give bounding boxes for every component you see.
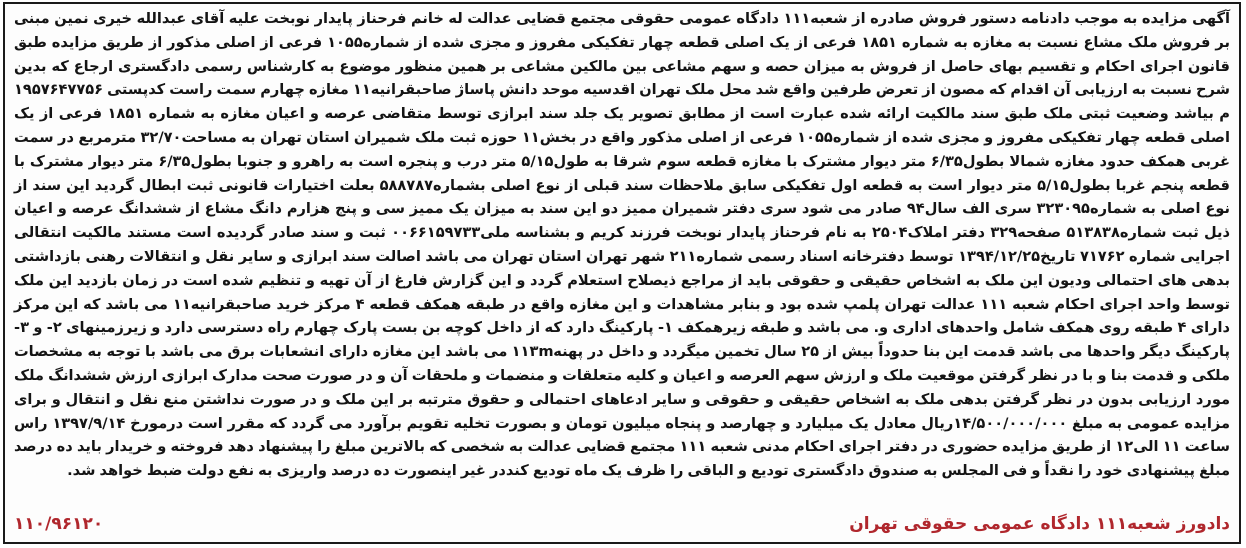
auction-notice — [3, 2, 1241, 544]
issuer-signature: دادورز شعبه۱۱۱ دادگاه عمومی حقوقی تهران — [849, 514, 1230, 534]
notice-footer — [14, 512, 1230, 542]
reference-number: ۱۱۰/۹۶۱۲۰ — [14, 514, 104, 534]
notice-body-text: آگهی مزایده به موجب دادنامه دستور فروش صادره از شعبه۱۱۱ دادگاه عمومی حقوقی مجتمع قضایی عدالت له خانم فرحناز پایدار نوبخت علیه آقای عبدالله خیری نمین مبنی بر فروش ملک مشاع نسبت به مغازه به شماره ۱۸۵۱ فرعی از یک اصلی قطعه چهار تفکیکی مفروز و مجزی شده از شماره۱۰۵۵ فرعی از اصلی مذکور از طریق مزایده طبق قانون اجرای احکام و تقسیم بهای حاصل از فروش به میزان حصه و سهم مشاعی بین مالکین مشاعی بر همین منظور موضوع به کارشناس رسمی دادگستری ارجاع که بدین شرح نسبت به ارزیابی آن اقدام که مصون از تعرض طرفین واقع شد محل ملک تهران اقدسیه موحد دانش پاساژ صاحبقرانیه۱۱ مغازه چهارم سمت راست کدپستی ۱۹۵۷۶۴۷۷۵۶ م بیاشد وضعیت ثبتی ملک طبق سند مالکیت ارائه شده عبارت است از مطابق تصویر یک جلد سند ابرازی توسط متقاضی عرصه و اعیان مغازه به شماره ۱۸۵۱ فرعی از یک اصلی قطعه چهار تفکیکی مفروز و مجزی شده از شماره۱۰۵۵ فرعی از اصلی مذکور واقع در بخش۱۱ حوزه ثبت ملک شمیران استان تهران به مساحت۳۲/۷۰ مترمربع در سمت غربی همکف حدود مغازه شمالا بطول۶/۳۵ متر دیوار مشترک با مغازه قطعه سوم شرقا به طول۵/۱۵ متر درب و پنجره است به راهرو و جنوبا بطول۶/۳۵ متر دیوار مشترک با قطعه پنجم غربا بطول۵/۱۵ متر دیوار است به قطعه اول تفکیکی سابق ملاحظات سند قبلی از نوع اصلی بشماره۵۸۸۷۸۷ بعلت اختیارات قانونی ثبت ابطال گردید این سند از نوع اصلی به شماره۳۲۳۰۹۵ سری الف سال۹۴ صادر می شود سری دفتر شمیران ممیز دو این سند به میزان یک ممیز سی و پنج هزارم دانگ مشاع از ششدانگ عرصه و اعیان ذیل ثبت شماره۵۱۳۸۳۸ صفحه۳۲۹ دفتر املاک۲۵۰۴ به نام فرحناز پایدار نوبخت فرزند کریم و بشناسه ملی۰۰۶۶۱۵۹۷۳۳ ثبت و سند صادر گردیده است مستند مالکیت انتقالی اجرایی شماره ۷۱۷۶۲ تاریخ۱۳۹۴/۱۲/۲۵ توسط دفترخانه اسناد رسمی شماره۲۱۱ شهر تهران استان تهران می باشد اصالت سند ابرازی و سایر نقل و انتقالات رهنی بازداشتی بدهی های احتمالی ودیون این ملک به اشخاص حقیقی و حقوقی باید از مراجع ذیصلاح استعلام گردد و این گزارش فارغ از آن تهیه و تنظیم شده است در زمان بازدید این ملک توسط واحد اجرای احکام شعبه ۱۱۱ عدالت تهران پلمپ شده بود و بنابر مشاهدات و این مغازه واقع در طبقه همکف قطعه ۴ مرکز خرید صاحبقرانیه۱۱ می باشد که این مرکز دارای ۴ طبقه روی همکف شامل واحدهای اداری و. می باشد و طبقه زیرهمکف ۱- پارکینگ دارد که از داخل کوچه بن بست پارک چهارم راه دسترسی دارد و زیرزمینهای ۲- و ۳- پارکینگ دیگر واحدها می باشد قدمت این بنا حدوداً بیش از ۲۵ سال تخمین میگردد و داخل در پهنه۱۱۳m می باشد این مغازه دارای انشعابات برق می باشد با توجه به مشخصات ملکی و قدمت بنا و با در نظر گرفتن موقعیت ملک و ارزش سهم العرصه و اعیان و کلیه متعلقات و منضمات و ملحقات آن و در صورت صحت مدارک ابرازی ارزش ششدانگ ملک مورد ارزیابی بدون در نظر گرفتن بدهی ملک به اشخاص حقیقی و حقوقی و سایر ادعاهای احتمالی و حقوق مترتبه بر این ملک و در صورت نداشتن منع نقل و انتقال و برای مزایده عمومی به مبلغ ۱۴/۵۰۰/۰۰۰/۰۰۰ریال معادل یک میلیارد و چهارصد و پنجاه میلیون تومان و بصورت تخلیه تقویم برآورد می گردد که مقرر است درمورخ ۱۳۹۷/۹/۱۴ راس ساعت ۱۱ الی۱۲ از طریق مزایده حضوری در دفتر اجرای احکام مدنی شعبه ۱۱۱ مجتمع قضایی عدالت به شخصی که بالاترین مبلغ را پیشنهاد دهد فروخته و خریدار باید ده درصد مبلغ پیشنهادی خود را نقداً و فی المجلس به صندوق دادگستری تودیع و الباقی را ظرف یک ماه تودیع کنددر غیر اینصورت ده درصد واریزی به نفع دولت ضبط خواهد شد. — [14, 10, 1231, 480]
